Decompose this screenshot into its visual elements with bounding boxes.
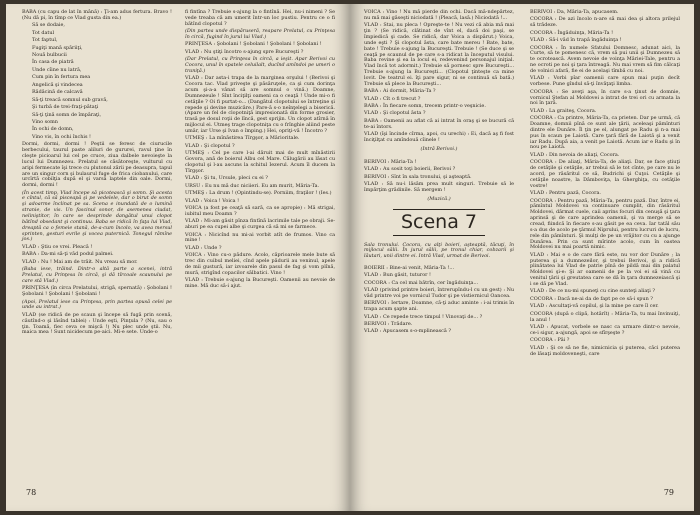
dialogue-paragraph: VLAD : Să nu-i lăsăm prea mult singuri. Trebuie să le împărţim grădinile. Să mergem ! bbox=[364, 181, 514, 193]
left-page bbox=[6, 4, 350, 511]
right-page-column-1 bbox=[364, 10, 514, 337]
dialogue-paragraph: COCORA (după o clipă, hotărît) : Măria-Ta, tu mai învinuiţi, la anul ! bbox=[530, 310, 680, 323]
dialogue-paragraph: COCORA : Păi ? bbox=[530, 337, 570, 344]
dialogue-paragraph: COCORA : În numele Sfatului Domnesc, adunat aici, la Curte, să te pomenesc că, vrem să pui unii şi Dumnezeu să te ocrotească. Avem nevoie de voinţa Măriei-Tale, pentru a ne ocroti pe noi şi ţara întreagă. Nu mai vrem să fim călcaţi de volnici afară, fie ei de acelaşi tîmbă cu noi. bbox=[530, 44, 680, 74]
dialogue-paragraph: VLAD : Ştiu ce vrei. Pleacă ! bbox=[22, 243, 93, 250]
verse-line: În ochi de domn, bbox=[32, 126, 74, 133]
verse-line: Fugiţi mană spăriiţi, bbox=[32, 44, 83, 51]
dialogue-paragraph: VLAD : Unde ? bbox=[185, 244, 222, 251]
dialogue-paragraph: VLAD : Să-i văd în trapă îngăduinţa ! bbox=[530, 37, 622, 44]
left-page-column-2 bbox=[185, 10, 335, 292]
verse-line: Nouă bulbucii bbox=[32, 52, 67, 59]
verse-line: Şi turbă de trei-fraţi-pătaţi bbox=[32, 104, 99, 111]
dialogue-paragraph: UTMEŞ : La mînăstirea Tîrgşor, a Mărioritale. bbox=[185, 135, 300, 142]
verse-line: În casa de piatră bbox=[32, 59, 74, 66]
dialogue-paragraph: BERIVOI : Trădare. bbox=[364, 321, 413, 327]
verse-line: Să-ţi ţină somn de împăraţi, bbox=[32, 111, 102, 118]
page-number-right: 79 bbox=[663, 488, 674, 497]
dialogue-paragraph: BERIVOI : Sînt în sala tronului, şi aşteaptă. bbox=[364, 173, 472, 180]
page-number-left: 78 bbox=[26, 488, 37, 497]
dialogue-paragraph: VLAD : La graiteş, Cocora. bbox=[530, 107, 597, 114]
stage-direction: (Baba iese, trăind. Dintr-o altă parte a scenei, intră Prelatul, cu Prinţesa în circă, şi dă tîrcoale scaunului pe care stă Vlad.) bbox=[22, 266, 172, 284]
dialogue-paragraph: VLAD : De ce nu-mi spuneţi cu cine sunteţi aliaţi ? bbox=[530, 288, 655, 295]
dialogue-paragraph: URSU : Eu nu mă duc niciieri. Eu am murit, Măria-Ta. bbox=[185, 182, 320, 189]
stage-direction: (Intră Berivoi.) bbox=[420, 145, 458, 152]
dialogue-paragraph: BABA : În fiecare somn, trecem printr-o veşnicie. bbox=[364, 103, 486, 110]
stage-direction: Sala tronului. Cocora, cu alţi boieri, aşteaptă, tăcuţi, în mijlocul sălii. În jurul sălii, pe tronul chiar, cobzarii şi lăutari, unii dintre ei. Intră Vlad, urmat de Berivoi. bbox=[364, 241, 514, 260]
dialogue-paragraph: VLAD : Din nevoia de aliaţi, Cocora. bbox=[530, 151, 620, 158]
verse-line: Vino somn bbox=[32, 118, 58, 125]
dialogue-paragraph: VOICA : Vino ! Nu mă pierde din ochi. Dacă mă-ndepărtez, nu mă mai găseşti niciodată ! (Pleacă, lasă.) Niciodată !... bbox=[364, 9, 514, 21]
dialogue-paragraph: COCORA : Se aveţi aşa, în care s-a ţinut de domnie, vornicul Ştefan al Moldovei a intrat de trei ori cu armata la noi în ţară. bbox=[530, 88, 680, 107]
dialogue-paragraph: BERIVOI : Iertare, Doamne, că-ţi aduc aminte : i-ai trimis în trapa acum şapte ani. bbox=[364, 300, 514, 313]
dialogue-paragraph: VLAD : Şi ce să ne fie, nimicnicia şi puterea, căci puterea de lăsaţi moldoveneşti, care bbox=[530, 344, 680, 357]
dialogue-paragraph: VLAD : Nu ! Mai am de trăit. Nu vreau să mor. bbox=[22, 258, 138, 265]
dialogue-paragraph: VOICA (a fost pe ceaţă să sară, ca se apropie) : Mă strigai, iubitul meu Doamn ? bbox=[185, 205, 335, 217]
right-page-column-2 bbox=[530, 10, 680, 359]
dialogue-paragraph: VLAD : Şi clopotul ăsta ? bbox=[364, 110, 426, 117]
dialogue-paragraph: COCORA : Pentru pază, Măria-Ta, pentru pază. Dar, între ei, pămîntul Moldovei va continuare cumplit, din răsăritul Moldovei, dărmat cuele, caii aprins focuri din cenuşă şi ţara aprinsă şi de care aprindea oamenii, şi va merge să se cread, fiindcă în fiecare s-au găsit pe ea ceva. Iar tatăl său s-a dus de acolo pe ţărmul Niprului, pentru lucruri de lucru, rele din pămînturi. Şi mulţi de pe un vrăjitor cu cu a ajunge Dunărea. Prin ca sunt mîrinte acolo, cum în oastea Moldovei nu mai poartă nimic. bbox=[530, 197, 680, 251]
verse-line: Să se dodaie, bbox=[32, 22, 65, 29]
dialogue-paragraph: VLAD : Mai e o de care fără este, nu vor dor Dunăre ; la puterea şi a dumnezeilor, şi trebui Berivoi, şi a ridică plinătatea lui Vlad de patrie pînă de pildă mai din palatul Moldovei şi-e: Şi ar oamenii de pe la voi ei să vină cu venitul ţării şi greutatea care se dă în ţara dumnezeiască şi i se dă pe Vlad. bbox=[530, 251, 680, 287]
verse-line: Angelică şi vindecea bbox=[32, 81, 83, 88]
dialogue-paragraph: VLAD : Voica ! Voica ! bbox=[185, 197, 240, 204]
verse-line: Rădăcină de calcavă bbox=[32, 89, 83, 96]
dialogue-paragraph: VLAD : Bun găsit, tuturor ! bbox=[364, 272, 432, 279]
dialogue-paragraph: COCORA : Ca cel mai bătrîn, cer îngăduinţa... bbox=[364, 279, 479, 286]
dialogue-paragraph: BABA : Oamenii au aflat că ai intrat în oraş şi se bucură că te-ai întors. bbox=[364, 117, 514, 130]
dialogue-paragraph: VLAD : Mi-am găsit pînza fintînă lacrimile tale pe obraji. Se-aburi pe ea cupei albe şi curgea că să mi se farmece. bbox=[185, 218, 335, 231]
dialogue-paragraph: VLAD : Trebuie s-ajung la Bucureşti. Oamenii au nevoie de mine. Mă duc să-i ajut. bbox=[185, 277, 335, 290]
dialogue-paragraph: PRINŢESA (în circa Prelatului, strigă, spernată) : Şobolani ! Şobolani ! Şobolani ! Şobolani ! bbox=[22, 285, 172, 298]
verse-line: Vino vis, în ochi închis ! bbox=[32, 133, 92, 140]
dialogue-paragraph: VLAD (îşi încinde cîrma, apoi, cu urechi) : Ei, dacă aş fi fost înciţilţat cu amîndouă cîinele ! bbox=[364, 131, 514, 144]
dialogue-paragraph: VLAD : Apucasem s-o-mplinească ? bbox=[364, 328, 452, 335]
verse-line: Tot faptul, bbox=[32, 37, 58, 44]
dialogue-paragraph: fi fintîna ? Trebuie s-ajung la o fintînă. Hei, nu-i nimeni ? Se vede treaba că am umerit într-un loc pustiu. Pentru ce o fi bătînd clopotul ? bbox=[185, 9, 335, 27]
stage-direction: (Apoi, Prelatul iese cu Prinţesa, prin partea opusă celei pe unde au intrat.) bbox=[22, 298, 172, 311]
dialogue-paragraph: VLAD : Vorbi pîar oamenii care spun mai puţin decît vorbese. Pune gîndul să-ţi învăţaţi limba. bbox=[530, 75, 680, 88]
dialogue-paragraph: COCORA : Îngăduinţa, Măria-Ta ! bbox=[530, 29, 614, 36]
dialogue-paragraph: VLAD : Ascultaţi-vă copilul, şi la mine pe care îl cer. bbox=[530, 303, 659, 310]
dialogue-paragraph: VOICA : Nicicînd nu mi-ai vorbit atît de frumos. Vino ca mine ! bbox=[185, 231, 335, 244]
book-spread bbox=[6, 4, 694, 511]
right-page bbox=[350, 4, 694, 511]
verse-line: Unde cîine nu latră, bbox=[32, 66, 82, 73]
verse-line: Cum pin în fertura mea bbox=[32, 74, 91, 81]
dialogue-paragraph: BABA (cu capu de lat în mână) : Ţi-am adus fertura. Bravo ! (Nu dă pi, în tîmp ce Vlad gusta din ea.) bbox=[22, 9, 172, 21]
verse-line: Tot datul bbox=[32, 29, 55, 36]
dialogue-paragraph: VLAD : Dar asta-i trapa de la marginea orşului ! (Berivoi şi Cocora tac. Vlad priveşte şi păsăruţele, ca şi cum dorinţa acum şi-a-a vânat să are somnul o vină.) Doamne, Dumnezeule ! Sînt înciţilţi oameni ca o ceaţă ! Unde mi-o fi cetăţile ? Oi fi purtat-o... (Dangătul clopotului se întreţine şi repede şi devine muzicăre.) Pare-ă s-o neînţelegi a biserică. (Apare un fel de clopotniţă impresionată din forme grosier, trasă pe dosul roţii de lîncă, gest sprijin. Un clopot atîrnă în mijlocul ei. Utmeş trage clopotniţa cu o frînghie aliind peste umăr, iar Urse şi Ivan o împing.) Hei, opriţi-vă ! Încotro ? bbox=[185, 75, 335, 134]
dialogue-paragraph: VLAD (se ridică de pe scaun şi începe să fugă prin scenă, căutînd-o şi lăsînd tablei) : Unde eşti, Pinţula ? (Nu, sau o ţin. Toamă, fiec ceva ce mişcă !) Nu plec unde ştii. Nu, maica mea ! Sunt nicidecum pe-aici. Mi-e sete. Unde-o bbox=[22, 311, 172, 336]
dialogue-paragraph: COCORA : Ca printre, Măria-Ta, ca prieten. Dar pe urmă, că Doamne, domnii pînă ce sunt ale ţării, aceleaşi pămînturi dintre ele Dunăre. Îl ţin pe el, alungat pe Radu şi n-a mai pus în scaun pe Laiotă. Care ţară fără de Laiotă şi a venit iar Radu. După aia, a venit pe Laiotă. Acum iar e Radu şi în nou pe Laiotă. bbox=[530, 115, 680, 151]
dialogue-paragraph: COCORA : De azi încolo n-are să mai dea şi altora prilejul să trădeze. bbox=[530, 16, 680, 29]
dialogue-paragraph: BABA : Da-mi să-ţi văd podul palmei. bbox=[22, 251, 114, 258]
scene-title: Scena 7 bbox=[393, 209, 485, 236]
dialogue-paragraph: VLAD : Apucat, vorbele se nasc ca urmare dintr-o nevoie, ce-i sigur, a-ajungă, apoi se sfîrşeşte ? bbox=[530, 324, 680, 336]
dialogue-paragraph: BOIERII : Bine-ai venit, Măria-Ta !... bbox=[364, 264, 455, 271]
stage-direction: (Din partea unde dispăruseră, reapare Prelatul, cu Prinţesa în circă, fugind în jurul lui Vlad.) bbox=[185, 28, 335, 40]
dialogue-paragraph: VLAD : Şi tu, Ursule, pleci cu ei ? bbox=[185, 175, 268, 182]
dialogue-paragraph: VLAD : Şi clopotul ? bbox=[185, 142, 235, 149]
dialogue-paragraph: VLAD : Cît o fi trecut ? bbox=[364, 95, 421, 102]
dialogue-paragraph: VLAD (privind printre boieri, întrerupîndu-l cu un gest) : Nu văd printre voi pe vornicul Tudor şi pe vistiernicul Oancea. bbox=[364, 287, 514, 299]
dialogue-paragraph: VLAD : Ce repede trece timpul ! Vinovaţi de... ? bbox=[364, 313, 483, 320]
dialogue-paragraph: VLAD : Pentru pază, Cocora. bbox=[530, 190, 601, 197]
stage-direction: (Muzică.) bbox=[427, 195, 451, 202]
dialogue-paragraph: COCORA : De aliaţi, Măria-Ta, de aliaţi. Dar, se face ştiuţi de cetăţile şi cetăţile, ar trebui să le tot cînte, pe care nu le acord, pe răsăritul ce să, Budrichi şi Cuţoi. Cetăţile şi cetăţile noastre, la Dâmboviţa, la Gherghiţa, cu cetăţile vostre! bbox=[530, 159, 680, 189]
dialogue-paragraph: VLAD : Nu ştiţi încotro s-ajung spre Bucureşti ? bbox=[185, 48, 304, 55]
dialogue-paragraph: VLAD : Stai, nu pleca ! Opreşte-te ! Nu vezi că abia mă mai ţin ? (Se ridică, clătinat de vînt el, dacă doi paşi, se împiedică şi cade. Se ridică, dar Voica a dispărut.) Voica, unde eşti ? Şi clopotul ăsta, care bate mereu ! Bate, bate, bate ! Trebuie s-ajung la Bucureşti. Trebuie ! (Se duce şi se ceaţă pe scaunul de pe care s-a ridicat la începutul visului. Baba revine şi ea la locul ei, redevenind personajul iniţial. Vlad încă tot adormit.) Trebuie să pornesc spre Bucureşti... Trebuie s-ajung la Bucureşti... (Clopotul ţinteşte ca mine lovit. De teatrul ei. îţi pare sigur, ni se continuă să bată.) Trebuie să plece la Bucureşti... bbox=[364, 22, 514, 87]
dialogue-paragraph: BABA : Ai dormit, Măria-Ta ? bbox=[364, 88, 436, 95]
dialogue-paragraph: VLAD : Au sosit toţi boierii, Berivoi ? bbox=[364, 166, 456, 173]
dialogue-paragraph: PRINŢESA : Şobolani ! Şobolani ! Şobolani ! Şobolani ! bbox=[185, 41, 322, 48]
dialogue-paragraph: UTMEŞ : Cel pe care l-ai dăruit mai de mult mînăstirii Govora, ană de boierul Albu cel Mare. Călugării au lăsat cu clopotul şi l-au ascuns la schitul Iezerul. Acum îl ducem la Tîrgşor. bbox=[185, 150, 335, 174]
dialogue-paragraph: Dormi, dormi, dormi ! Peştii se feresc de ciurucile berbecului, taurul paste aliluri de gururei, ravul ţine în cleşte picioarul lui cel pe cruce, ziua dalbele nevoieşte la lucul lui Dumnezeu. Prelatul se căsătoreşte, vulturul cu aripi fermecate îşi trece cu plutonul zării pe deasupra, tapul are un singur corn şi bulaurul fuge de frica ciobanului, care urcîrtă cobilţia după el şi varsă laptele din oale. Dormi, dormi, dormi ! bbox=[22, 141, 172, 189]
left-page-column-1 bbox=[22, 10, 172, 338]
dialogue-paragraph: VOICA : Vino cu-o pădure. Acolo, căprioarele mele bute să trec din cuibul meliei, cînd apele pădurii au veninul, apele de mii gustură, iar izvoarele din pasul de fag şi vom plînă, mură, strigînd copacilor sălbatici. Vino ! bbox=[185, 252, 335, 276]
stage-direction: (În acest timp, Vlad începe să picotească şi somn. Şi acesta e cîntul, că să pisceapă şi pe vedelele, dar o birut de somn şi adoarme înclinat pe sa. Scena e inundată de o lumină stranie, de vis. Un fascinul sonor, de asemenea ciudat, neliniştitor, în care se desprinde dangătul unui clopot bătînd obsedant şi continuu. Baba se ridică în faţa lui Vlad, dreaptă ca o femeie stană, de-a-cum încolo, va avea mersul sprinten, gesturi evrile şi vocea puternică. Tonegul rămîne jos.) bbox=[22, 189, 172, 243]
dialogue-paragraph: BERIVOI : Măria-Ta ! bbox=[364, 158, 417, 165]
stage-direction: (Dar Prelatul, cu Prinţesa în circă, a ieşit. Apar Berivoi cu Cocora, unul în spatele celuilalt, ducînd amîndoi pe umeri o traniţă.) bbox=[185, 56, 335, 74]
dialogue-paragraph: BERIVOI : Da, Măria-Ta, apucasem. bbox=[530, 9, 619, 15]
dialogue-paragraph: COCORA : Dacă ne-ai da de fapt pe ce să-i spun ? bbox=[530, 295, 653, 302]
verse-line: Să-ţi treacă somnul sub gravă, bbox=[32, 96, 108, 103]
dialogue-paragraph: UTMEŞ : La drum ! (Opintindu-se). Porniim, fraţilor ! (Ies.) bbox=[185, 190, 332, 197]
